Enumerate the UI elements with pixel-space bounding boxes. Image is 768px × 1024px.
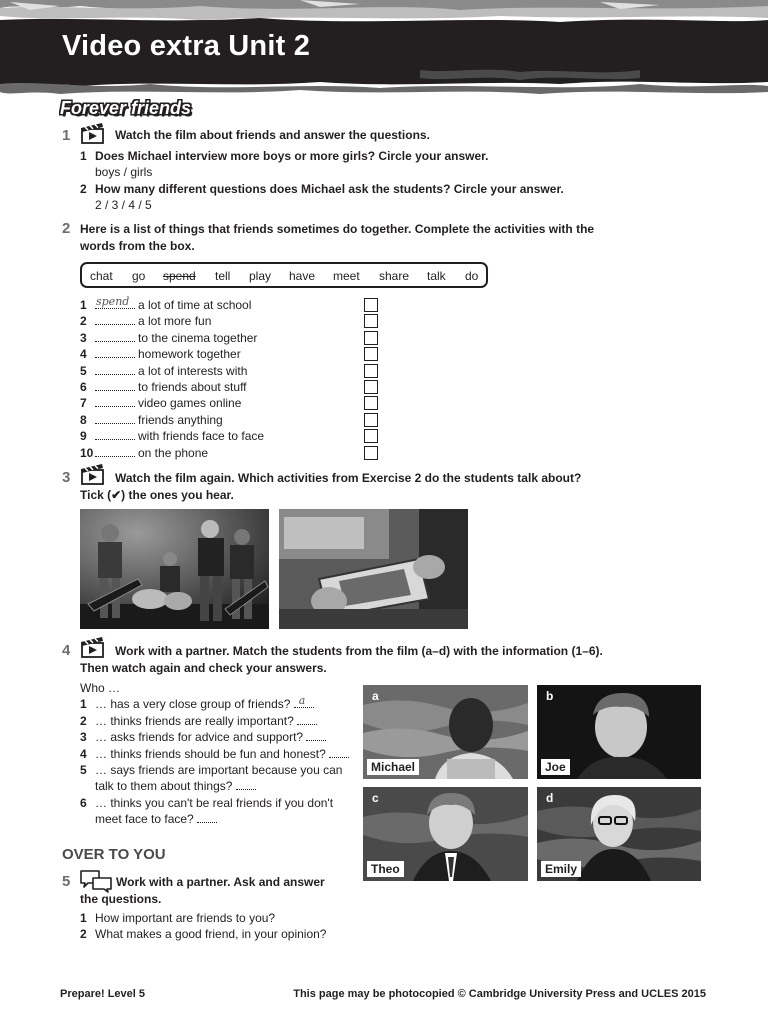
student-photo-emily [537,787,701,881]
word-share: share [379,269,410,283]
question-number: 2 [80,927,87,942]
tick-box[interactable] [364,314,378,328]
matching-item [80,729,370,745]
activity-item [80,363,380,379]
student-photo-joe [537,685,701,779]
item-number: 1 [80,697,87,712]
exercise-instruction [80,221,640,255]
activity-item [80,395,380,411]
item-text: a lot more fun [138,314,212,329]
tick-box[interactable] [364,364,378,378]
student-photo-theo [363,787,528,881]
answer-blank[interactable] [95,331,135,342]
discussion-questions [80,910,380,943]
photo-letter: d [546,791,554,805]
matching-item [80,795,370,811]
item-text: … has a very close group of friends? [95,697,291,712]
activity-item [80,412,380,428]
item-text: to friends about stuff [138,380,247,395]
matching-list [80,680,370,828]
activity-item [80,428,380,444]
exercise-instruction [80,874,370,908]
page-title: Video extra Unit 2 [62,30,311,62]
item-number: 5 [80,363,87,378]
answer-blank[interactable] [95,429,135,440]
tick-box[interactable] [364,396,378,410]
word-box [80,262,488,288]
word-go: go [132,269,146,283]
video-game-photo [279,509,468,629]
item-number: 1 [80,298,87,312]
item-text: talk to them about things? [95,779,233,794]
item-number: 2 [80,713,87,728]
item-number: 3 [80,330,87,345]
question-text: What makes a good friend, in your opinion? [95,927,327,942]
tick-box-column [364,298,378,460]
tick-box[interactable] [364,446,378,460]
matching-item-cont [80,811,370,827]
matching-item [80,762,370,778]
film-icon [80,122,106,149]
question-number: 1 [80,149,87,163]
exercise-number: 3 [62,469,71,486]
answer-blank[interactable] [297,714,317,725]
question-item [80,181,640,197]
question-text: How many different questions does Michael ask the students? Circle your answer. [95,181,564,196]
photo-letter: b [546,689,554,703]
item-number: 7 [80,396,87,411]
item-number: 4 [80,746,87,761]
instruction-line: Work with a partner. Match the students from the film (a–d) with the information (1–6). [115,644,603,658]
answer-blank[interactable] [95,446,135,457]
answer-blank[interactable] [306,730,326,741]
word-meet: meet [333,269,360,283]
instruction-line: the questions. [80,892,162,906]
item-text: meet face to face? [95,812,194,827]
activity-item [80,445,380,461]
question-number: 1 [80,911,87,925]
word-do: do [465,269,479,283]
item-number: 9 [80,429,87,444]
handwritten-answer: a [298,694,306,707]
activity-item [80,313,380,329]
item-text: a lot of time at school [138,298,252,312]
student-photo-michael [363,685,528,779]
instruction-line: Tick (✔) the ones you hear. [80,488,234,502]
word-have: have [289,269,316,283]
matching-item [80,713,370,729]
exercise-instruction [80,643,680,677]
instruction-line: Work with a partner. Ask and answer [116,875,325,889]
tick-box[interactable] [364,380,378,394]
student-name-label: Emily [541,861,581,877]
item-number: 8 [80,412,87,427]
activity-item [80,330,380,346]
activity-item [80,294,380,313]
instruction-line: words from the box. [80,239,195,253]
tick-box[interactable] [364,331,378,345]
tick-box[interactable] [364,298,378,312]
instruction-line: Then watch again and check your answers. [80,661,327,675]
item-text: a lot of interests with [138,363,248,378]
tick-box[interactable] [364,347,378,361]
exercise-instruction [80,470,660,504]
answer-options[interactable]: 2 / 3 / 4 / 5 [95,198,152,213]
answer-blank[interactable] [95,396,135,407]
word-chat: chat [90,269,113,283]
over-to-you-heading: OVER TO YOU [62,846,166,863]
exercise-number: 4 [62,642,71,659]
question-item [80,910,380,926]
photo-letter: a [372,689,379,703]
answer-blank[interactable] [329,747,349,758]
item-text: video games online [138,396,242,411]
item-number: 2 [80,314,87,329]
matching-item [80,696,370,712]
answer-blank[interactable] [95,294,135,309]
item-number: 4 [80,347,87,362]
student-name-label: Theo [367,861,404,877]
exercise-instruction: Watch the film about friends and answer the questions. [115,128,430,142]
exercise-number: 2 [62,220,71,237]
item-text: with friends face to face [138,429,265,444]
matching-item [80,746,370,762]
instruction-line: Watch the film again. Which activities from Exercise 2 do the students talk about? [115,471,582,485]
answer-blank[interactable] [95,364,135,375]
item-text: friends anything [138,412,223,427]
question-text: How important are friends to you? [95,911,276,925]
item-text: to the cinema together [138,330,258,345]
word-play: play [249,269,272,283]
tick-box[interactable] [364,429,378,443]
question-item [80,148,640,164]
item-text: homework together [138,347,241,362]
footer-level: Prepare! Level 5 [60,988,145,1000]
student-name-label: Joe [541,759,570,775]
activity-item [80,346,380,362]
word-tell: tell [215,269,231,283]
answer-blank[interactable] [95,380,135,391]
answer-blank[interactable] [95,314,135,325]
photo-letter: c [372,791,379,805]
footer-copyright: This page may be photocopied © Cambridge University Press and UCLES 2015 [293,988,706,1000]
answer-blank[interactable] [197,812,217,823]
handwritten-answer: spend [96,294,130,308]
answer-blank[interactable] [236,779,256,790]
item-number: 5 [80,763,87,778]
exercise-number: 5 [62,873,71,890]
item-text: … thinks you can't be real friends if you don't [95,795,334,810]
band-photo [80,509,269,629]
item-text: on the phone [138,445,209,460]
matching-item-cont [80,778,370,794]
item-number: 6 [80,380,87,395]
item-number: 3 [80,730,87,745]
answer-blank[interactable] [294,694,314,708]
word-talk: talk [427,269,446,283]
answer-blank[interactable] [95,413,135,424]
tick-box[interactable] [364,413,378,427]
item-text: … asks friends for advice and support? [95,730,304,745]
question-text: Does Michael interview more boys or more girls? Circle your answer. [95,149,489,163]
section-title: Forever friends [60,98,192,118]
student-name-label: Michael [367,759,419,775]
question-list [80,148,640,214]
word-spend: spend [163,269,196,283]
answer-options[interactable]: boys / girls [95,165,153,180]
item-number: 6 [80,795,87,810]
item-number: 10 [80,445,94,460]
activity-item [80,379,380,395]
item-text: … says friends are important because you can [95,763,343,778]
answer-blank[interactable] [95,347,135,358]
matching-lead: Who … [80,681,121,695]
instruction-line: Here is a list of things that friends sometimes do together. Complete the activities with the [80,222,595,236]
question-number: 2 [80,181,87,196]
question-item [80,926,380,942]
activity-list [80,294,380,461]
item-text: … thinks friends are really important? [95,713,294,728]
exercise-number: 1 [62,127,71,144]
item-text: … thinks friends should be fun and honest? [95,746,326,761]
